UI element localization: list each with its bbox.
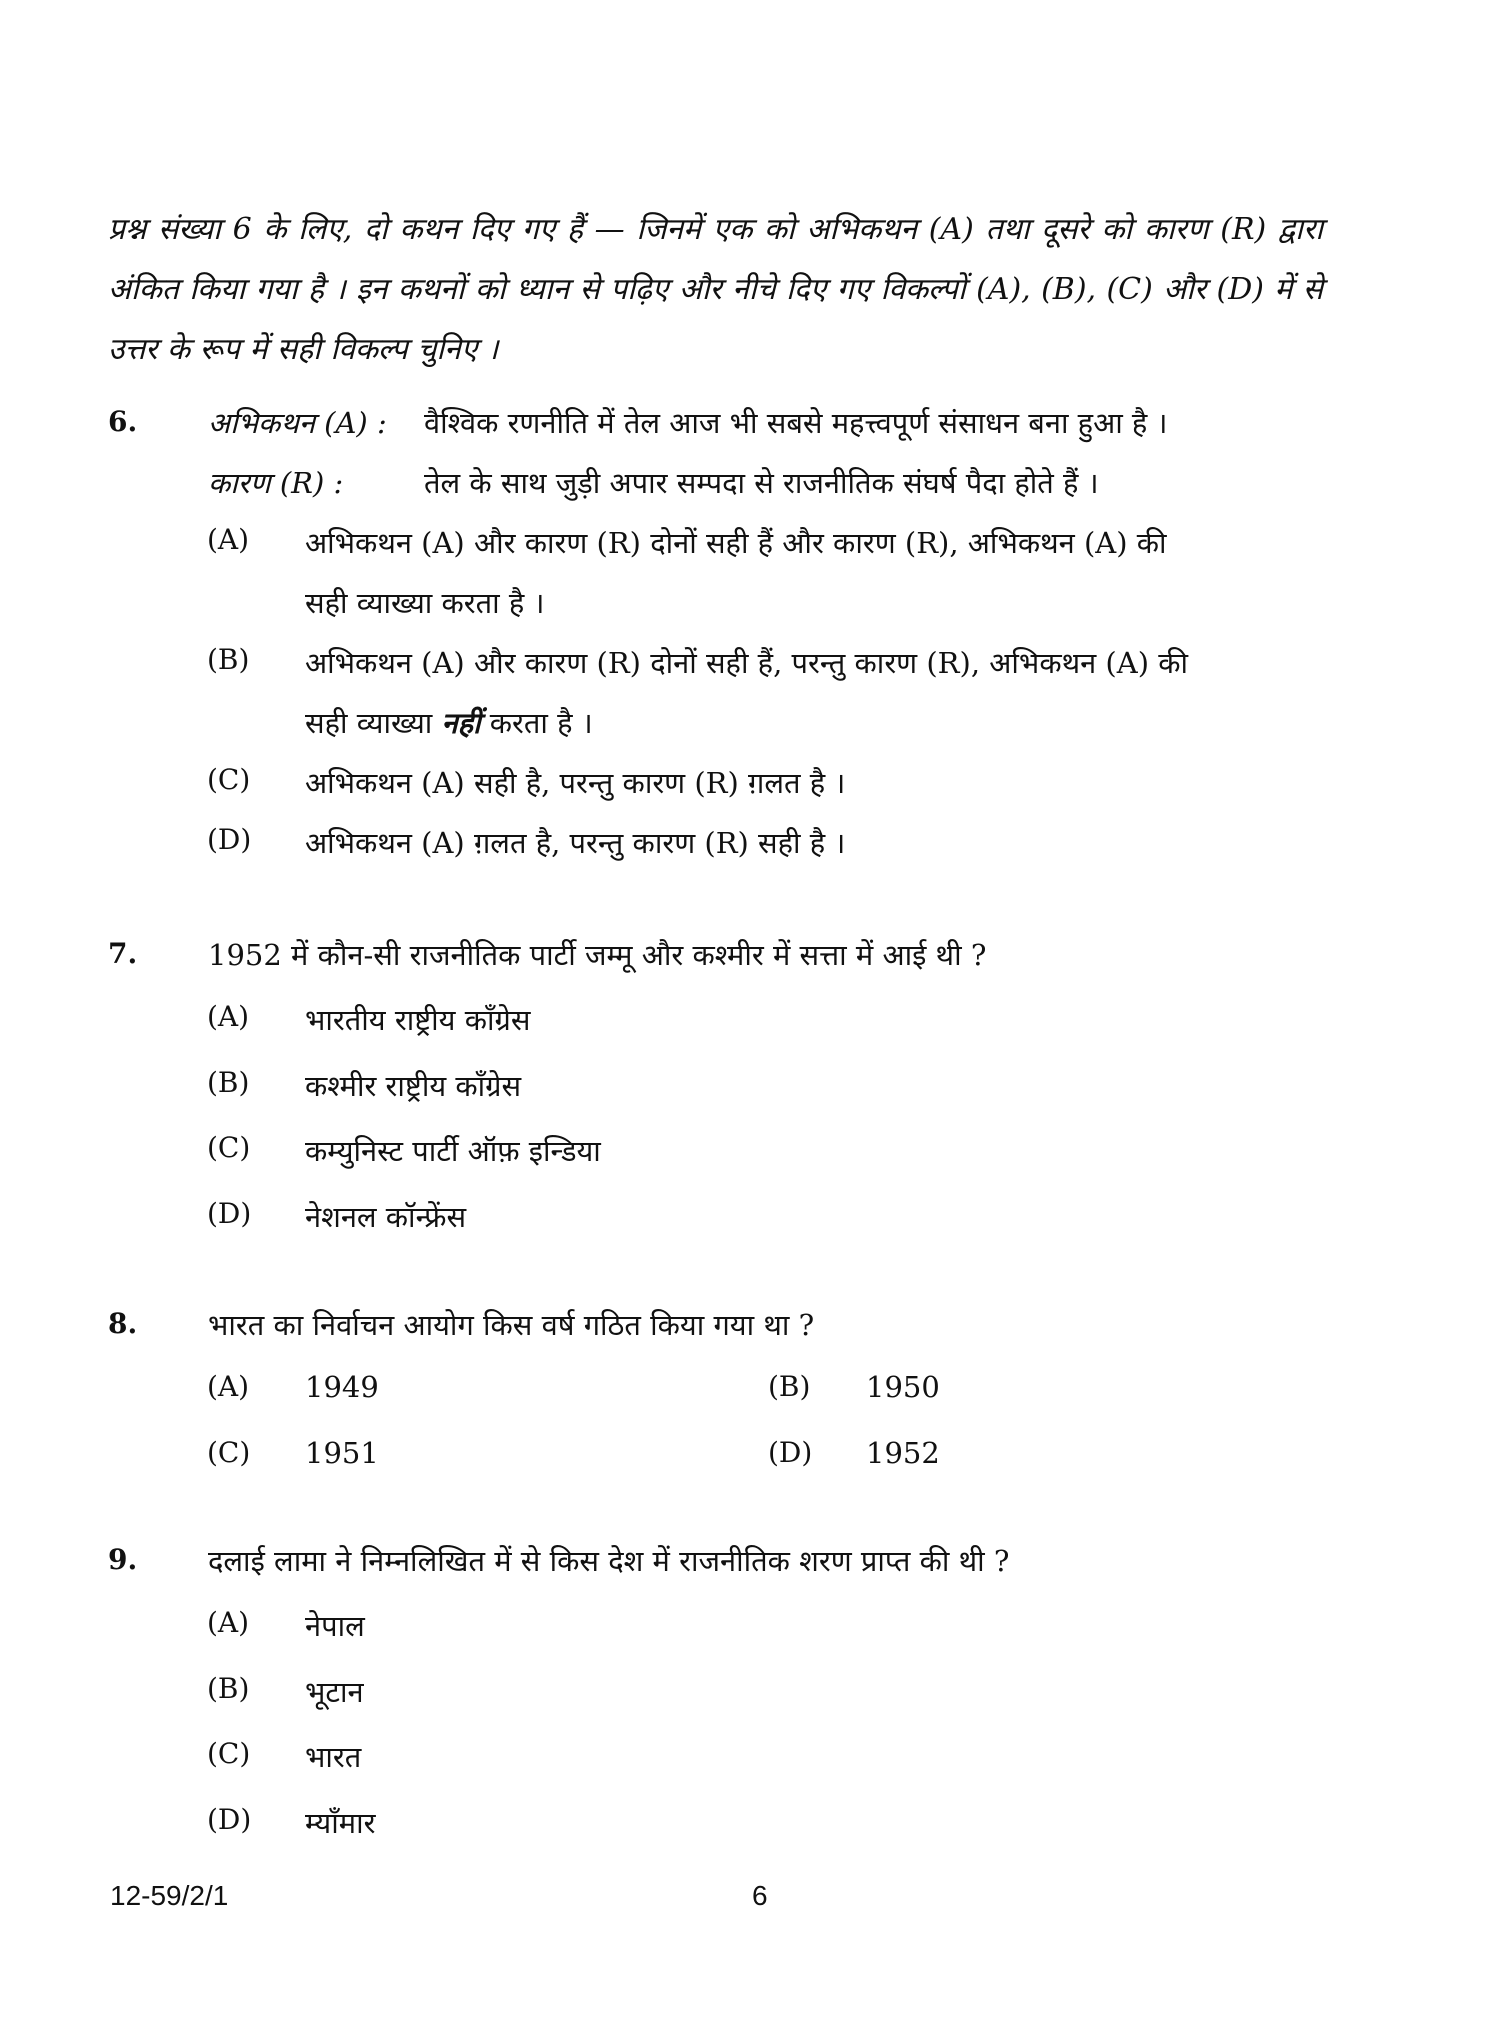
question-text: भारत का निर्वाचन आयोग किस वर्ष गठित किया गया था ?	[208, 1308, 815, 1342]
option-text: भारतीय राष्ट्रीय काँग्रेस	[305, 1003, 531, 1037]
option-label: (B)	[207, 1672, 250, 1705]
reason-label: कारण (R) :	[208, 466, 344, 500]
option-label: (D)	[207, 823, 252, 856]
assertion-label: अभिकथन (A) :	[208, 406, 387, 440]
question-number: 7.	[108, 937, 138, 970]
emphasis-nahin: नहीं	[441, 706, 481, 740]
option-label: (A)	[207, 523, 250, 556]
option-text: अभिकथन (A) और कारण (R) दोनों सही हैं और कारण (R), अभिकथन (A) की	[305, 526, 1167, 560]
assertion-reason-instructions: प्रश्न संख्या 6 के लिए, दो कथन दिए गए हैं — जिनमें एक को अभिकथन (A) तथा दूसरे को कारण (R) द्वारा अंकित किया गया है । इन कथनों को ध्यान से पढ़िए और नीचे दिए गए विकल्पों (A), (B), (C) और (D) में से उत्तर के रूप में सही विकल्प चुनिए ।	[108, 212, 1323, 367]
option-text: भूटान	[305, 1675, 364, 1709]
option-label: (C)	[207, 763, 251, 796]
option-text: अभिकथन (A) ग़लत है, परन्तु कारण (R) सही है ।	[305, 826, 846, 860]
question-text: दलाई लामा ने निम्नलिखित में से किस देश में राजनीतिक शरण प्राप्त की थी ?	[208, 1544, 1010, 1578]
assertion-text: वैश्विक रणनीति में तेल आज भी सबसे महत्त्वपूर्ण संसाधन बना हुआ है ।	[424, 406, 1168, 440]
option-label: (A)	[207, 1000, 250, 1033]
reason-text: तेल के साथ जुड़ी अपार सम्पदा से राजनीतिक संघर्ष पैदा होते हैं ।	[424, 466, 1099, 500]
option-text-cont: सही व्याख्या करता है ।	[305, 586, 545, 620]
option-text: नेशनल कॉन्फ्रेंस	[305, 1200, 467, 1234]
page-number: 6	[752, 1880, 768, 1911]
option-text: 1952	[866, 1436, 940, 1470]
option-label: (B)	[207, 1066, 250, 1099]
option-label: (B)	[768, 1370, 811, 1403]
option-text: भारत	[305, 1740, 362, 1774]
option-text: 1950	[866, 1370, 940, 1404]
option-text: 1951	[305, 1436, 379, 1470]
option-label: (D)	[207, 1803, 252, 1836]
paper-code: 12-59/2/1	[110, 1880, 229, 1911]
option-text-part: सही व्याख्या	[305, 706, 442, 740]
option-label: (C)	[207, 1436, 251, 1469]
question-number: 9.	[108, 1543, 138, 1576]
option-text: अभिकथन (A) सही है, परन्तु कारण (R) ग़लत है ।	[305, 766, 846, 800]
option-text: नेपाल	[305, 1609, 365, 1643]
option-label: (D)	[207, 1197, 252, 1230]
option-text: 1949	[305, 1370, 379, 1404]
option-text-part: करता है ।	[480, 706, 593, 740]
option-text: कम्युनिस्ट पार्टी ऑफ़ इन्डिया	[305, 1134, 601, 1168]
option-label: (A)	[207, 1370, 250, 1403]
option-label: (D)	[768, 1436, 813, 1469]
option-text-cont	[305, 703, 593, 742]
option-label: (C)	[207, 1737, 251, 1770]
question-text: 1952 में कौन-सी राजनीतिक पार्टी जम्मू और कश्मीर में सत्ता में आई थी ?	[208, 938, 987, 972]
question-number: 8.	[108, 1307, 138, 1340]
question-number: 6.	[108, 405, 138, 438]
option-label: (C)	[207, 1131, 251, 1164]
option-label: (B)	[207, 643, 250, 676]
option-text: म्याँमार	[305, 1806, 376, 1840]
option-text: अभिकथन (A) और कारण (R) दोनों सही हैं, परन्तु कारण (R), अभिकथन (A) की	[305, 646, 1189, 680]
option-label: (A)	[207, 1606, 250, 1639]
option-text: कश्मीर राष्ट्रीय काँग्रेस	[305, 1069, 522, 1103]
